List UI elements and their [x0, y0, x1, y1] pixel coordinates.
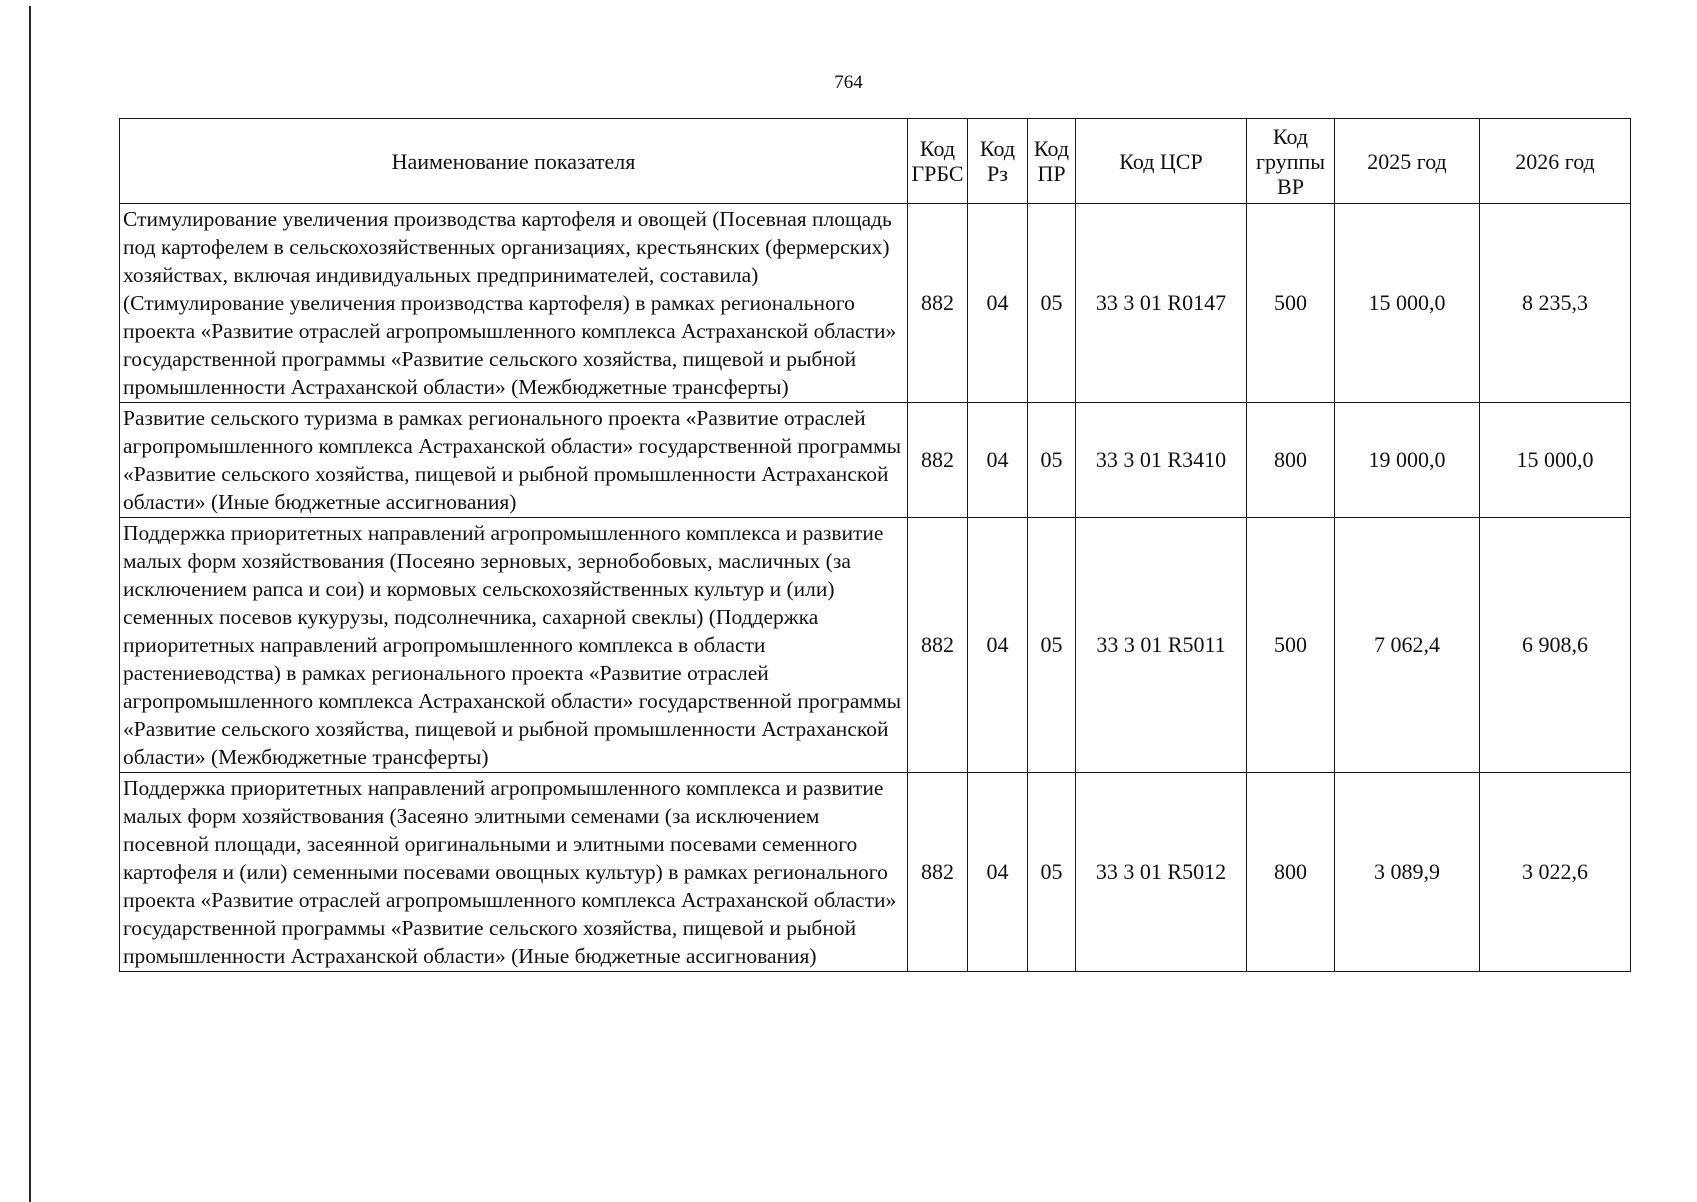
- row-2026: 15 000,0: [1480, 403, 1631, 518]
- row-rz: 04: [968, 403, 1028, 518]
- row-2025: 15 000,0: [1335, 204, 1480, 403]
- row-pr: 05: [1028, 518, 1076, 773]
- header-2026: 2026 год: [1480, 119, 1631, 204]
- row-vr: 800: [1247, 773, 1335, 972]
- header-2025: 2025 год: [1335, 119, 1480, 204]
- row-csr: 33 3 01 R3410: [1076, 403, 1247, 518]
- row-vr: 500: [1247, 518, 1335, 773]
- row-2025: 7 062,4: [1335, 518, 1480, 773]
- row-pr: 05: [1028, 403, 1076, 518]
- row-csr: 33 3 01 R5012: [1076, 773, 1247, 972]
- row-vr: 500: [1247, 204, 1335, 403]
- table-row: [120, 773, 1631, 972]
- row-csr: 33 3 01 R5011: [1076, 518, 1247, 773]
- row-name: Поддержка приоритетных направлений агропромышленного комплекса и развитие малых форм хозяйствования (Засеяно элитными семенами (за исключением посевной площади, засеянной оригинальными и элитными посевами семенного картофеля и (или) семенными посевами овощных культур) в рамках регионального проекта «Развитие отраслей агропромышленного комплекса Астраханской области» государственной программы «Развитие сельского хозяйства, пищевой и рыбной промышленности Астраханской области» (Иные бюджетные ассигнования): [120, 773, 908, 972]
- row-rz: 04: [968, 204, 1028, 403]
- row-grbs: 882: [908, 518, 968, 773]
- table-row: [120, 518, 1631, 773]
- page-number: 764: [834, 72, 863, 93]
- row-vr: 800: [1247, 403, 1335, 518]
- table-row: [120, 204, 1631, 403]
- row-2026: 3 022,6: [1480, 773, 1631, 972]
- row-grbs: 882: [908, 403, 968, 518]
- header-grbs: Код ГРБС: [908, 119, 968, 204]
- row-pr: 05: [1028, 204, 1076, 403]
- row-2025: 19 000,0: [1335, 403, 1480, 518]
- header-name: Наименование показателя: [120, 119, 908, 204]
- row-name: Стимулирование увеличения производства картофеля и овощей (Посевная площадь под картофелем в сельскохозяйственных организациях, крестьянских (фермерских) хозяйствах, включая индивидуальных предпринимателей, составила) (Стимулирование увеличения производства картофеля) в рамках регионального проекта «Развитие отраслей агропромышленного комплекса Астраханской области» государственной программы «Развитие сельского хозяйства, пищевой и рыбной промышленности Астраханской области» (Межбюджетные трансферты): [120, 204, 908, 403]
- row-name: Развитие сельского туризма в рамках регионального проекта «Развитие отраслей агропромышленного комплекса Астраханской области» государственной программы «Развитие сельского хозяйства, пищевой и рыбной промышленности Астраханской области» (Иные бюджетные ассигнования): [120, 403, 908, 518]
- row-csr: 33 3 01 R0147: [1076, 204, 1247, 403]
- header-rz: Код Рз: [968, 119, 1028, 204]
- row-rz: 04: [968, 518, 1028, 773]
- header-pr: Код ПР: [1028, 119, 1076, 204]
- row-name: Поддержка приоритетных направлений агропромышленного комплекса и развитие малых форм хозяйствования (Посеяно зерновых, зернобобовых, масличных (за исключением рапса и сои) и кормовых сельскохозяйственных культур и (или) семенных посевов кукурузы, подсолнечника, сахарной свеклы) (Поддержка приоритетных направлений агропромышленного комплекса в области растениеводства) в рамках регионального проекта «Развитие отраслей агропромышленного комплекса Астраханской области» государственной программы «Развитие сельского хозяйства, пищевой и рыбной промышленности Астраханской области» (Межбюджетные трансферты): [120, 518, 908, 773]
- header-csr: Код ЦСР: [1076, 119, 1247, 204]
- row-grbs: 882: [908, 773, 968, 972]
- row-grbs: 882: [908, 204, 968, 403]
- scan-left-edge-line: [29, 6, 31, 1202]
- row-pr: 05: [1028, 773, 1076, 972]
- budget-table: [119, 118, 1631, 972]
- row-rz: 04: [968, 773, 1028, 972]
- table-header-row: [120, 119, 1631, 204]
- row-2026: 8 235,3: [1480, 204, 1631, 403]
- table-row: [120, 403, 1631, 518]
- row-2025: 3 089,9: [1335, 773, 1480, 972]
- row-2026: 6 908,6: [1480, 518, 1631, 773]
- header-vr: Код группы ВР: [1247, 119, 1335, 204]
